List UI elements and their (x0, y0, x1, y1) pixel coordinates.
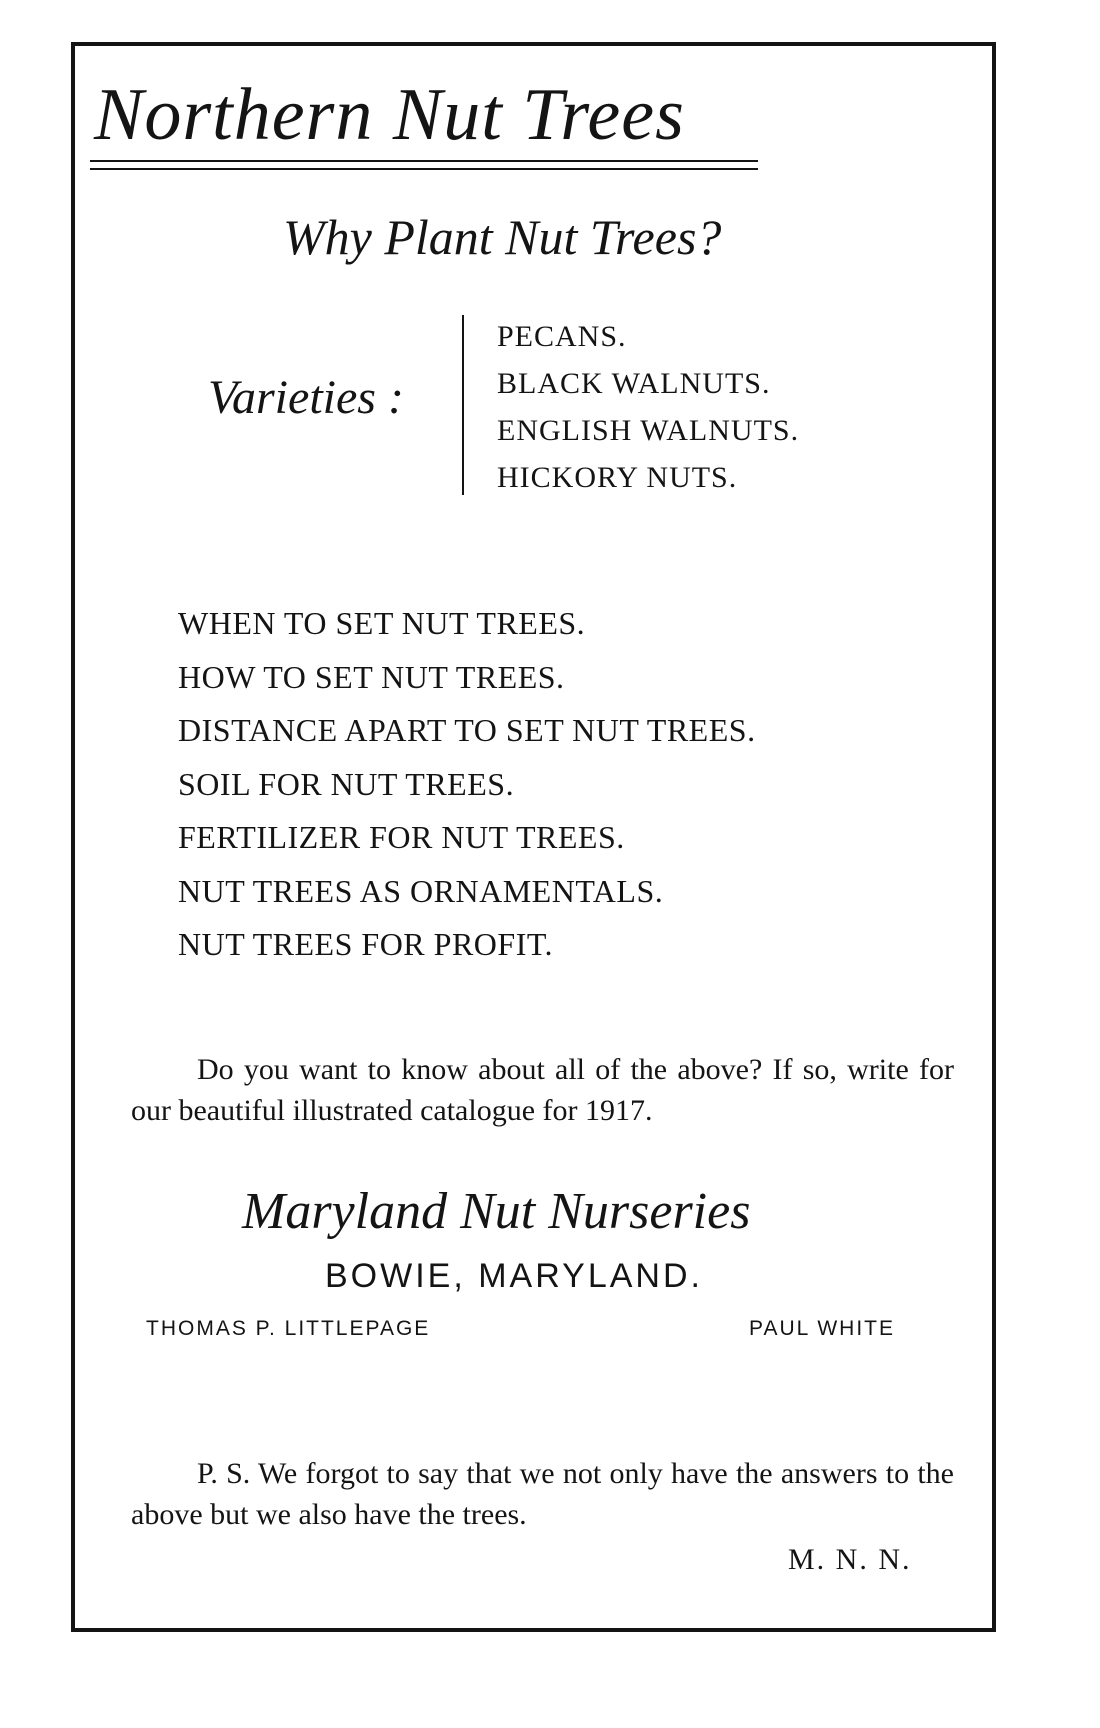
varieties-divider (462, 315, 464, 495)
variety-item: HICKORY NUTS. (497, 461, 738, 494)
sign-off-initials: M. N. N. (788, 1543, 912, 1576)
topic-item: HOW TO SET NUT TREES. (178, 658, 565, 695)
topic-item: NUT TREES FOR PROFIT. (178, 926, 554, 962)
topics-list (178, 597, 756, 972)
topic-item: DISTANCE APART TO SET NUT TREES. (178, 712, 756, 748)
subheading: Why Plant Nut Trees? (283, 209, 722, 265)
variety-item: PECANS. (497, 320, 627, 353)
topic-item: SOIL FOR NUT TREES. (178, 765, 515, 802)
proprietor-name: THOMAS P. LITTLEPAGE (146, 1317, 431, 1340)
topic-item: NUT TREES AS ORNAMENTALS. (178, 872, 664, 909)
company-location: BOWIE, MARYLAND. (325, 1257, 703, 1295)
company-name: Maryland Nut Nurseries (242, 1183, 751, 1240)
proprietor-name: PAUL WHITE (749, 1317, 896, 1340)
variety-item: ENGLISH WALNUTS. (497, 414, 800, 447)
catalogue-paragraph: Do you want to know about all of the above? If so, write for our beautiful illustrated catalogue for 1917. (131, 1053, 954, 1127)
topic-item: FERTILIZER FOR NUT TREES. (178, 819, 625, 855)
topic-item: WHEN TO SET NUT TREES. (178, 605, 586, 641)
title-double-rule (90, 160, 758, 170)
variety-item: BLACK WALNUTS. (497, 367, 771, 400)
page-title: Northern Nut Trees (94, 74, 685, 156)
postscript-paragraph: P. S. We forgot to say that we not only have the answers to the above but we also have the trees. (131, 1457, 954, 1531)
varieties-list (497, 313, 799, 501)
varieties-label: Varieties : (208, 371, 404, 424)
